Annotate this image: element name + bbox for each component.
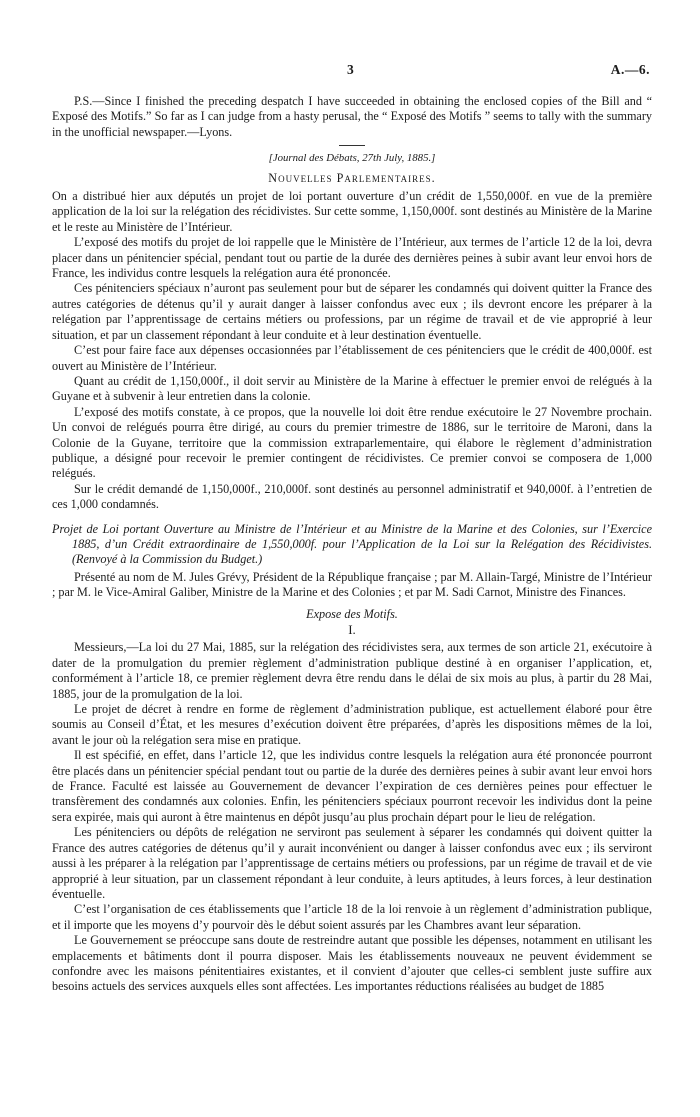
bill-title: Projet de Loi portant Ouverture au Ministre de l’Intérieur et au Ministre de la Marine et des Colonies, sur l’Exercice 1885, d’un Crédit extraordinaire de 1,550,000f. pour l’Application de la Loi sur la Relégation des Récidivistes. (Renvoyé à la Commission du Budget.) bbox=[52, 521, 652, 567]
postscript-paragraph: P.S.—Since I finished the preceding despatch I have succeeded in obtaining the enclosed copies of the Bill and “ Exposé des Motifs.” So far as I can judge from a hasty perusal, the “ Exposé des Motifs ” seems to tally with the summary in the unofficial newspaper.—Lyons. bbox=[52, 94, 652, 139]
expose-subtitle: Expose des Motifs. bbox=[306, 606, 398, 621]
roman-numeral-heading: I. bbox=[348, 622, 356, 637]
motifs-paragraph: Les pénitenciers ou dépôts de relégation ne serviront pas seulement à séparer les condamnés qui doivent quitter la France des autres catégories de détenus qu’il y aurait inconvénient ou danger à laisser confondus avec eux ; ils serviront aussi à les préparer à la relégation par l’apprentissage de certains métiers ou professions, par un régime de travail et de vie approprié à leur situation, par un classement répondant à leur conduite, à leurs aptitudes, à leurs forces, à leur destination éventuelle. bbox=[52, 825, 652, 901]
motifs-paragraph: Le Gouvernement se préoccupe sans doute de restreindre autant que possible les dépenses, notamment en utilisant les emplacements et bâtiments dont il pourra disposer. Mais les établissements nouveaux ne peuvent évidemment se confondre avec les maisons pénitentiaires existantes, et il convient d’ajouter que celles-ci semblent juste suffire aux besoins actuels des services auxquels elles sont affectées. Les importantes réductions réalisées au budget de 1885 bbox=[52, 933, 652, 994]
page-header bbox=[52, 62, 652, 86]
news-paragraph: Quant au crédit de 1,150,000f., il doit servir au Ministère de la Marine à effectuer le premier envoi de relégués à la Guyane et à subvenir à leur entretien dans la colonie. bbox=[52, 373, 652, 404]
document-reference: A.—6. bbox=[610, 62, 650, 77]
news-paragraph: Ces pénitenciers spéciaux n’auront pas seulement pour but de séparer les condamnés qui doivent quitter la France des autres catégories de détenus qu’il y aurait danger à laisser confondus avec eux ; ils devront encore les préparer à la relégation par l’apprentissage de certains métiers ou professions, par un régime de travail et de vie approprié à leur situation, et par un classement répondant à leur conduite et à leur destination éventuelle. bbox=[52, 281, 652, 342]
motifs-paragraph: Messieurs,—La loi du 27 Mai, 1885, sur la relégation des récidivistes sera, aux termes de son article 21, exécutoire à dater de la promulgation du premier règlement d’administration publique destiné à en organiser l’application, et, conformément à l’article 18, ce premier règlement devra être rendu dans le délai de six mois au plus, à partir du 28 Mai, 1885, jour de la promulgation de la loi. bbox=[52, 640, 652, 701]
motifs-paragraph: C’est l’organisation de ces établissements que l’article 18 de la loi renvoie à un règlement d’administration publique, et il importe que les moyens d’y pourvoir dès le début soient assurés par les Chambres avant leur séparation. bbox=[52, 902, 652, 932]
newspaper-citation: [Journal des Débats, 27th July, 1885.] bbox=[268, 152, 436, 165]
news-paragraph: On a distribué hier aux députés un projet de loi portant ouverture d’un crédit de 1,550,000f. en vue de la première application de la loi sur la relégation des récidivistes. Sur cette somme, 1,150,000f. sont destinés au Ministère de la Marine et le reste au Ministère de l’Intérieur. bbox=[52, 189, 652, 234]
separator-rule bbox=[339, 145, 365, 146]
news-paragraph: L’exposé des motifs du projet de loi rappelle que le Ministère de l’Intérieur, aux termes de l’article 12 de la loi, devra placer dans un pénitencier spécial, pendant tout ou partie de la durée des dernières peines à subir avant leur envoi hors de France, les individus contre lesquels la relégation aura été prononcée. bbox=[52, 235, 652, 281]
presentation-paragraph: Présenté au nom de M. Jules Grévy, Président de la République française ; par M. Allain-Targé, Ministre de l’Intérieur ; par M. le Vice-Amiral Galiber, Ministre de la Marine et des Colonies ; et par M. Sadi Carnot, Ministre des Finances. bbox=[52, 569, 652, 600]
news-paragraph: L’exposé des motifs constate, à ce propos, que la nouvelle loi doit être rendue exécutoire le 27 Novembre prochain. Un convoi de relégués pourra être dirigé, au cours du premier trimestre de 1886, sur le territoire de Maroni, dans la Colonie de la Guyane, territoire que la commission extraparlementaire, qui élabore le règlement d’administration publique, a désigné pour recevoir le premier contingent de récidivistes. Ce premier convoi se composera de 1,000 relégués. bbox=[52, 404, 652, 481]
motifs-paragraph: Le projet de décret à rendre en forme de règlement d’administration publique, est actuellement élaboré pour être soumis au Conseil d’État, et les mesures d’exécution doivent être préparées, d’après les dispositions mêmes de la loi, avant le jour où la relégation sera mise en pratique. bbox=[52, 702, 652, 747]
section-heading: Nouvelles Parlementaires. bbox=[268, 170, 436, 185]
motifs-paragraph: Il est spécifié, en effet, dans l’article 12, que les individus contre lesquels la relégation aura été prononcée pourront être placés dans un pénitencier spécial pendant tout ou partie de la durée des dernières peines à subir avant leur envoi hors de France. Faculté est laissée au Gouvernement de devancer l’expiration de ces dernières peines pour effectuer le transfèrement des condamnés aux colonies. Enfin, les pénitenciers spéciaux pourront recevoir les individus dont la peine sera expirée, mais qui auront à être maintenus en dépôt jusqu’au plus prochain départ pour le lieu de relégation. bbox=[52, 748, 652, 824]
page-number: 3 bbox=[347, 62, 354, 77]
news-paragraph: C’est pour faire face aux dépenses occasionnées par l’établissement de ces pénitenciers que le crédit de 400,000f. est ouvert au Ministère de l’Intérieur. bbox=[52, 343, 652, 373]
news-paragraph: Sur le crédit demandé de 1,150,000f., 210,000f. sont destinés au personnel administratif et 940,000f. à l’entretien de ces 1,000 condamnés. bbox=[52, 481, 652, 512]
